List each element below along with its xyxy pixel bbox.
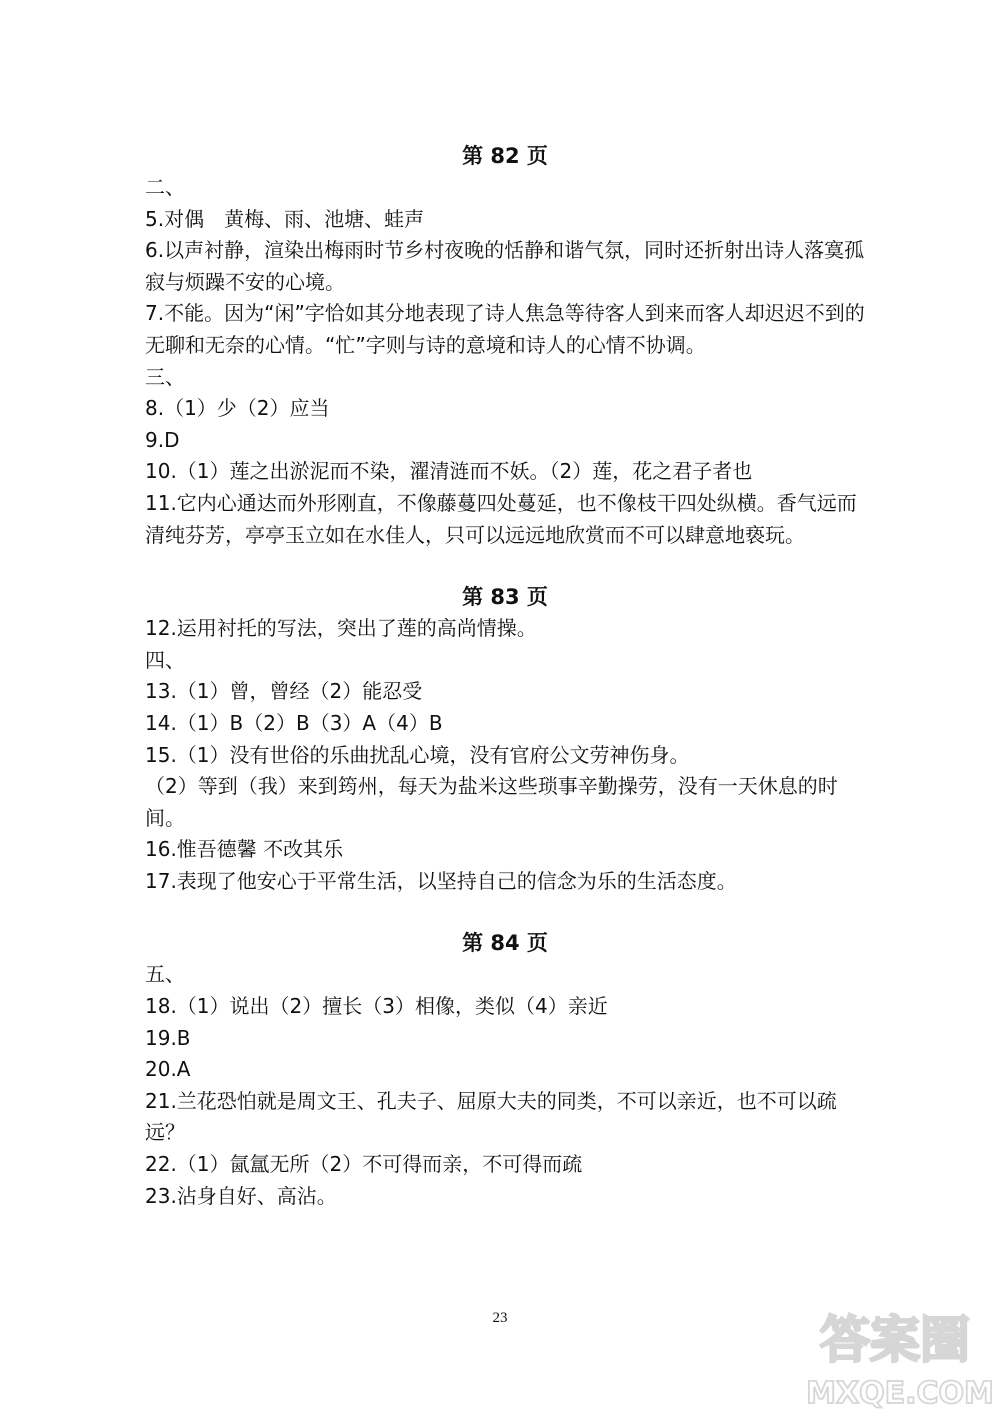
answer-line: 三、	[145, 364, 185, 389]
section-title: 第 83 页	[462, 585, 548, 610]
answer-line: 9.D	[145, 427, 180, 452]
answer-line: 21.兰花恐怕就是周文王、孔夫子、屈原大夫的同类，不可以亲近，也不可以疏远？	[145, 1088, 837, 1145]
page-number: 23	[492, 1310, 508, 1326]
answer-line: 18.（1）说出（2）擅长（3）相像，类似（4）亲近	[145, 994, 608, 1019]
answer-line: 5.对偶 黄梅、雨、池塘、蛙声	[145, 206, 425, 231]
answer-line: 二、	[145, 175, 185, 199]
answer-line: 23.沾身自好、高沾。	[145, 1183, 337, 1208]
answer-line: （2）等到（我）来到筠州，每天为盐米这些琐事辛勤操劳，没有一天休息的时间。	[145, 774, 838, 830]
answer-line: 13.（1）曾，曾经（2）能忍受	[145, 679, 423, 704]
answer-line: 11.它内心通达而外形刚直，不像藤蔓四处蔓延，也不像枝干四处纵横。香气远而清纯芬芳，亭亭玉立如在水佳人，只可以远远地欣赏而不可以肆意地亵玩。	[145, 490, 857, 547]
answer-line: 16.惟吾德馨 不改其乐	[145, 837, 344, 862]
watermark-logo	[790, 1295, 1000, 1413]
section-page-84	[145, 927, 865, 1212]
watermark-url-text: MXQE.COM	[806, 1376, 994, 1411]
answer-line: 20.A	[145, 1057, 191, 1082]
section-title: 第 82 页	[462, 144, 548, 168]
watermark-logo-text: 答案圈	[820, 1311, 970, 1369]
answer-line: 8.（1）少（2）应当	[145, 396, 330, 421]
answer-line: 15.（1）没有世俗的乐曲扰乱心境，没有官府公文劳神伤身。	[145, 742, 690, 767]
answer-line: 19.B	[145, 1025, 191, 1050]
answer-line: 10.（1）莲之出淤泥而不染，濯清涟而不妖。（2）莲，花之君子者也	[145, 459, 753, 484]
answer-line: 14.（1）B（2）B（3）A（4）B	[145, 710, 443, 735]
section-title: 第 84 页	[462, 931, 548, 956]
answer-line: 17.表现了他安心于平常生活，以坚持自己的信念为乐的生活态度。	[145, 868, 737, 893]
answer-content	[145, 140, 865, 1212]
answer-line: 四、	[145, 647, 185, 672]
answer-line: 7.不能。因为“闲”字恰如其分地表现了诗人焦急等待客人到来而客人却迟迟不到的无聊和无奈的心情。“忙”字则与诗的意境和诗人的心情不协调。	[145, 301, 865, 357]
section-page-83	[145, 581, 865, 897]
answer-line: 五、	[145, 962, 185, 987]
answer-line: 6.以声衬静，渲染出梅雨时节乡村夜晚的恬静和谐气氛，同时还折射出诗人落寞孤寂与烦躁不安的心境。	[145, 238, 865, 294]
answer-line: 12.运用衬托的写法，突出了莲的高尚情操。	[145, 616, 537, 641]
answer-line: 22.（1）氤氲无所（2）不可得而亲，不可得而疏	[145, 1152, 583, 1177]
section-page-82	[145, 140, 865, 551]
